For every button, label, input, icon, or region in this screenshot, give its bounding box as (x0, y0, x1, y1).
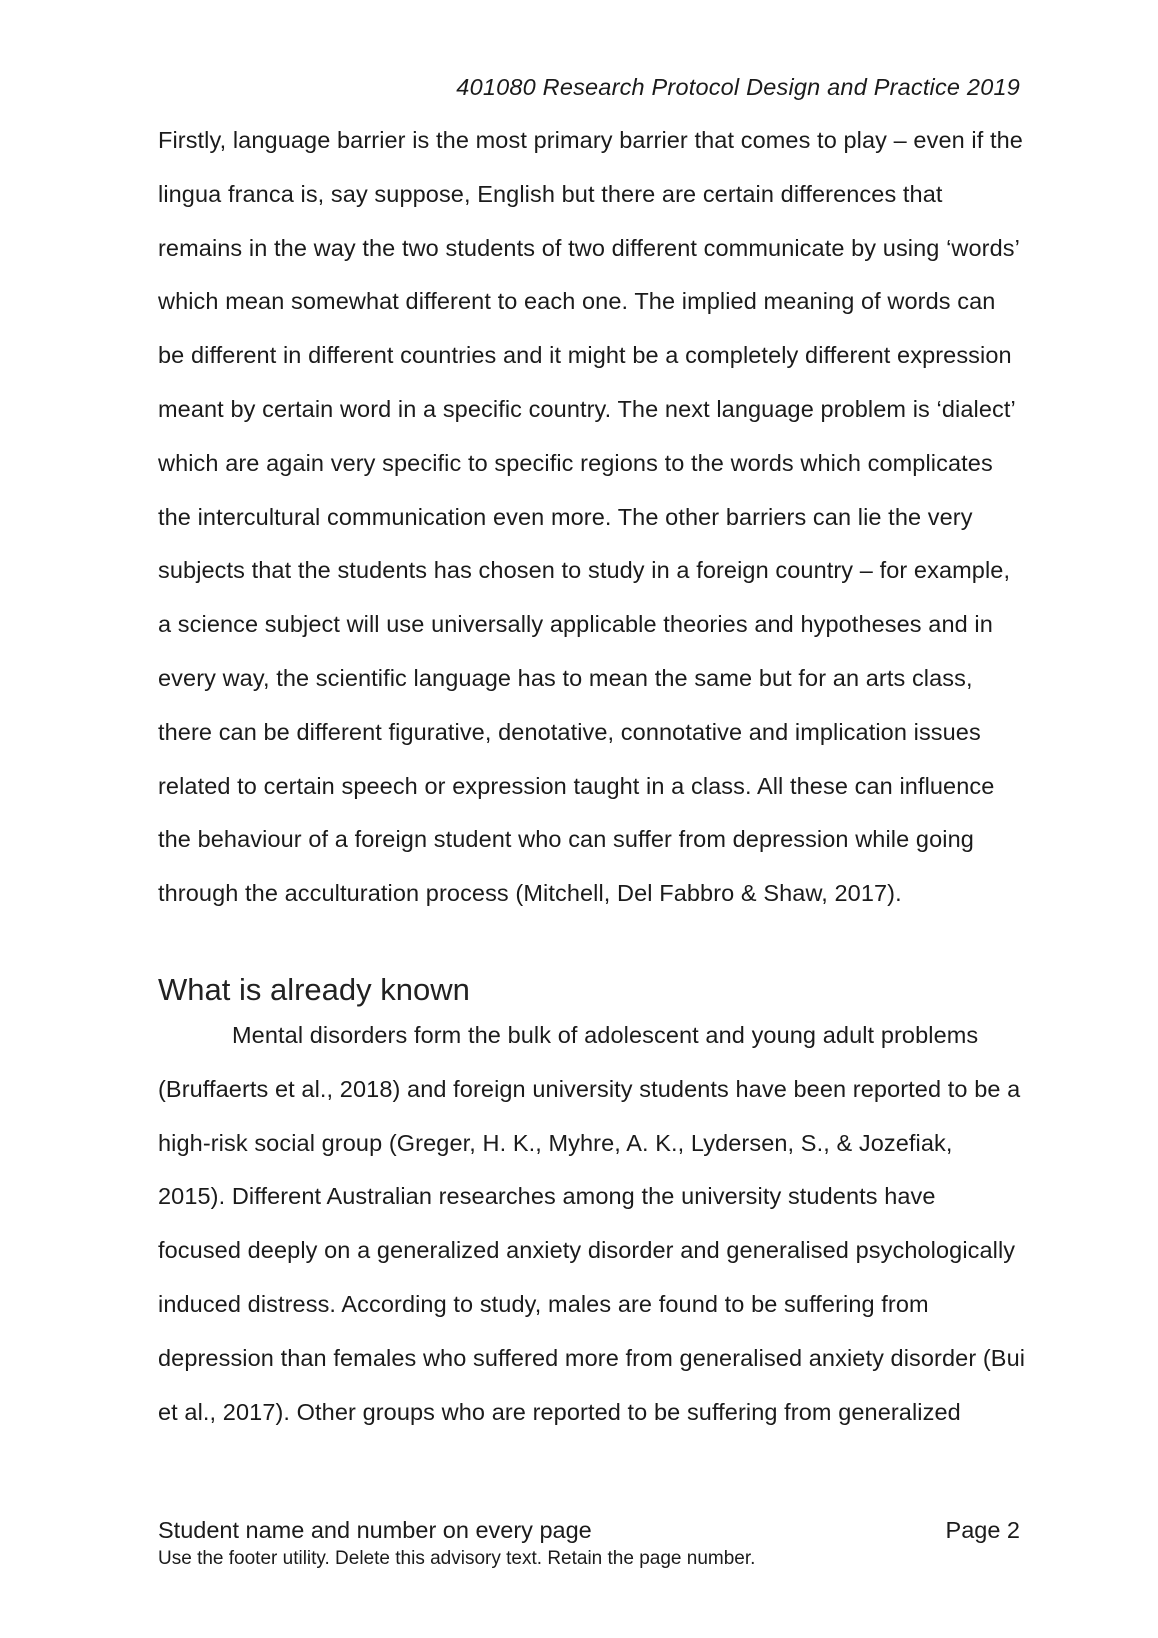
page-footer (158, 1516, 1020, 1572)
footer-student-placeholder: Student name and number on every page (158, 1517, 592, 1543)
text-line: et al., 2017). Other groups who are reported to be suffering from generalized (158, 1398, 961, 1425)
footer-advisory-text: Use the footer utility. Delete this advisory text. Retain the page number. (158, 1548, 756, 1569)
text-line: 2015). Different Australian researches among the university students have (158, 1183, 936, 1210)
text-line: focused deeply on a generalized anxiety disorder and generalised psychologically (158, 1237, 1016, 1264)
text-line: which mean somewhat different to each one. The implied meaning of words can (158, 288, 996, 315)
text-line: which are again very specific to specific regions to the words which complicates (158, 449, 993, 476)
footer-row (158, 1516, 1020, 1544)
text-line: related to certain speech or expression taught in a class. All these can influence (158, 772, 995, 799)
text-line: the behaviour of a foreign student who can suffer from depression while going (158, 826, 974, 853)
text-line: induced distress. According to study, males are found to be suffering from (158, 1290, 929, 1317)
text-line: the intercultural communication even more. The other barriers can lie the very (158, 503, 973, 530)
text-line: be different in different countries and it might be a completely different expression (158, 342, 1012, 369)
text-line: subjects that the students has chosen to study in a foreign country – for example, (158, 557, 1011, 584)
text-line: (Bruffaerts et al., 2018) and foreign university students have been reported to be a (158, 1075, 1021, 1102)
text-line: high-risk social group (Greger, H. K., Myhre, A. K., Lydersen, S., & Jozefiak, (158, 1129, 953, 1156)
text-line: depression than females who suffered more from generalised anxiety disorder (Bui (158, 1344, 1026, 1371)
paragraph-language-barrier (158, 114, 1038, 921)
text-line: every way, the scientific language has to mean the same but for an arts class, (158, 664, 973, 691)
text-line: Firstly, language barrier is the most primary barrier that comes to play – even if the (158, 127, 1023, 153)
section-heading: What is already known (158, 972, 470, 1007)
text-line: through the acculturation process (Mitchell, Del Fabbro & Shaw, 2017). (158, 880, 902, 907)
text-line: meant by certain word in a specific country. The next language problem is ‘dialect’ (158, 395, 1016, 422)
paragraph-what-is-known (158, 1009, 1038, 1439)
text-line: remains in the way the two students of two different communicate by using ‘words’ (158, 234, 1020, 261)
text-line: lingua franca is, say suppose, English but there are certain differences that (158, 180, 943, 207)
running-head: 401080 Research Protocol Design and Practice 2019 (456, 74, 1020, 100)
text-line: a science subject will use universally applicable theories and hypotheses and in (158, 611, 993, 638)
text-line: there can be different figurative, denotative, connotative and implication issues (158, 718, 981, 745)
text-line: Mental disorders form the bulk of adolescent and young adult problems (232, 1022, 979, 1048)
page-number: Page 2 (945, 1517, 1020, 1543)
